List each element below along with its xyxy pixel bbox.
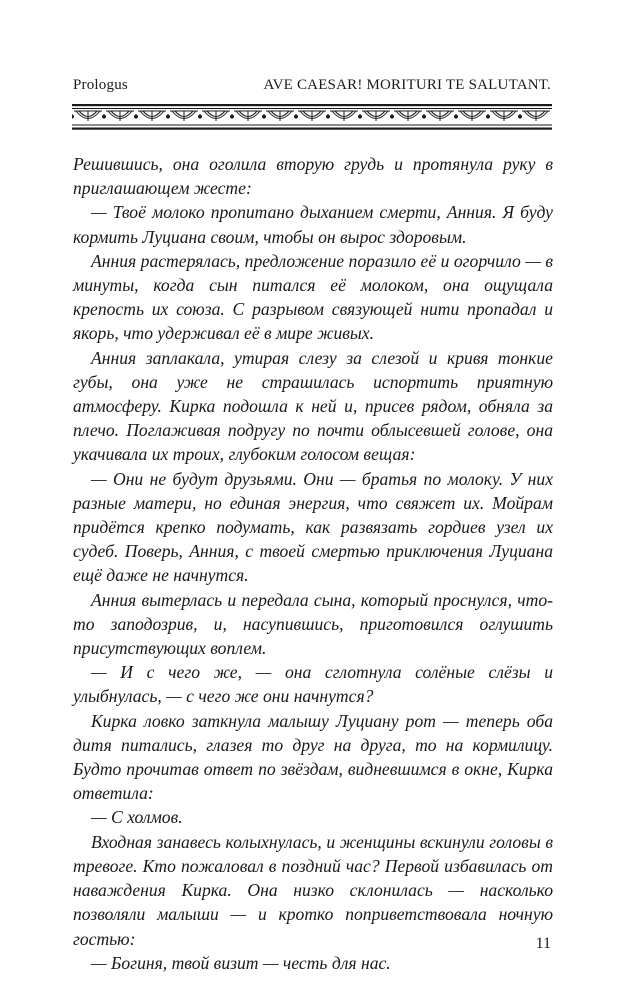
frieze-motif: [234, 111, 262, 121]
paragraph: Анния растерялась, предложение поразило её и огорчило — в минуты, когда сын питался её молоком, она ощущала крепость их союза. С разрывом связующей нити пропадал и якорь, что удерживал её в мире живых.: [73, 250, 553, 344]
frieze-motif: [74, 111, 102, 121]
paragraph: Кирка ловко заткнула малышу Луциану рот — теперь оба дитя питались, глазея то друг на друга, то на кормилицу. Будто прочитав ответ по звёздам, видневшимся в окне, Кирка ответила:: [73, 710, 553, 804]
frieze-dot: [134, 115, 137, 118]
frieze-dot: [198, 115, 201, 118]
paragraph: — Твоё молоко пропитано дыханием смерти, Анния. Я буду кормить Луциана своим, чтобы он вырос здоровым.: [73, 202, 553, 247]
frieze-motif: [490, 111, 518, 121]
frieze-motif: [458, 111, 486, 121]
frieze-motif: [330, 111, 358, 121]
paragraph: — Они не будут друзьями. Они — братья по молоку. У них разные матери, но единая энергия, что свяжет их. Мойрам придётся крепко подумать, как развязать гордиев узел их судеб. Поверь, Анния, с твоей смертью приключения Луциана ещё даже не начнутся.: [73, 468, 553, 586]
chapter-title: AVE CAESAR! MORITURI TE SALUTANT.: [263, 77, 551, 93]
frieze-motif: [202, 111, 230, 121]
frieze-dot: [422, 115, 425, 118]
frieze-dot: [262, 115, 265, 118]
frieze-motif: [362, 111, 390, 121]
paragraph: — С холмов.: [91, 807, 183, 828]
frieze-motif: [426, 111, 454, 121]
frieze-dot: [390, 115, 393, 118]
body-text: [73, 152, 553, 975]
frieze-motif: [266, 111, 294, 121]
frieze-dot: [72, 115, 74, 118]
section-name: Prologus: [73, 77, 128, 93]
frieze-dot: [230, 115, 233, 118]
paragraph: Анния вытерлась и передала сына, который проснулся, что-то заподозрив, и, насупившись, приготовился оглушить присутствующих воплем.: [73, 589, 553, 659]
frieze-dot: [358, 115, 361, 118]
frieze-dot: [454, 115, 457, 118]
paragraph: Решившись, она оголила вторую грудь и протянула руку в приглашающем жесте:: [73, 154, 553, 199]
frieze-dot: [294, 115, 297, 118]
paragraph: — Богиня, твой визит — честь для нас.: [91, 952, 391, 973]
paragraph: Входная занавесь колыхнулась, и женщины вскинули головы в тревоге. Кто пожаловал в поздний час? Первой избавилась от наваждения Кирка. Она низко склонилась — насколько позволяли малыши — и кротко поприветствовала ночную гостью:: [73, 831, 553, 949]
frieze-motif: [106, 111, 134, 121]
paragraph: — И с чего же, — она сглотнула солёные слёзы и улыбнулась, — с чего же они начнутся?: [73, 662, 553, 707]
frieze-dot: [326, 115, 329, 118]
frieze-motif: [394, 111, 422, 121]
frieze-motif: [138, 111, 166, 121]
frieze-dot: [486, 115, 489, 118]
frieze-motif: [170, 111, 198, 121]
paragraph: Анния заплакала, утирая слезу за слезой и кривя тонкие губы, она уже не страшилась испортить приятную атмосферу. Кирка подошла к ней и, присев рядом, обняла за плечо. Поглаживая подругу по почти облысевшей голове, она укачивала их троих, глубоким голосом вещая:: [73, 347, 553, 465]
page-number: 11: [535, 935, 551, 952]
frieze-dot: [102, 115, 105, 118]
frieze-motif: [298, 111, 326, 121]
frieze-dot: [518, 115, 521, 118]
frieze-dot: [166, 115, 169, 118]
ornament-frieze: [72, 104, 552, 130]
frieze-motif: [522, 111, 550, 121]
